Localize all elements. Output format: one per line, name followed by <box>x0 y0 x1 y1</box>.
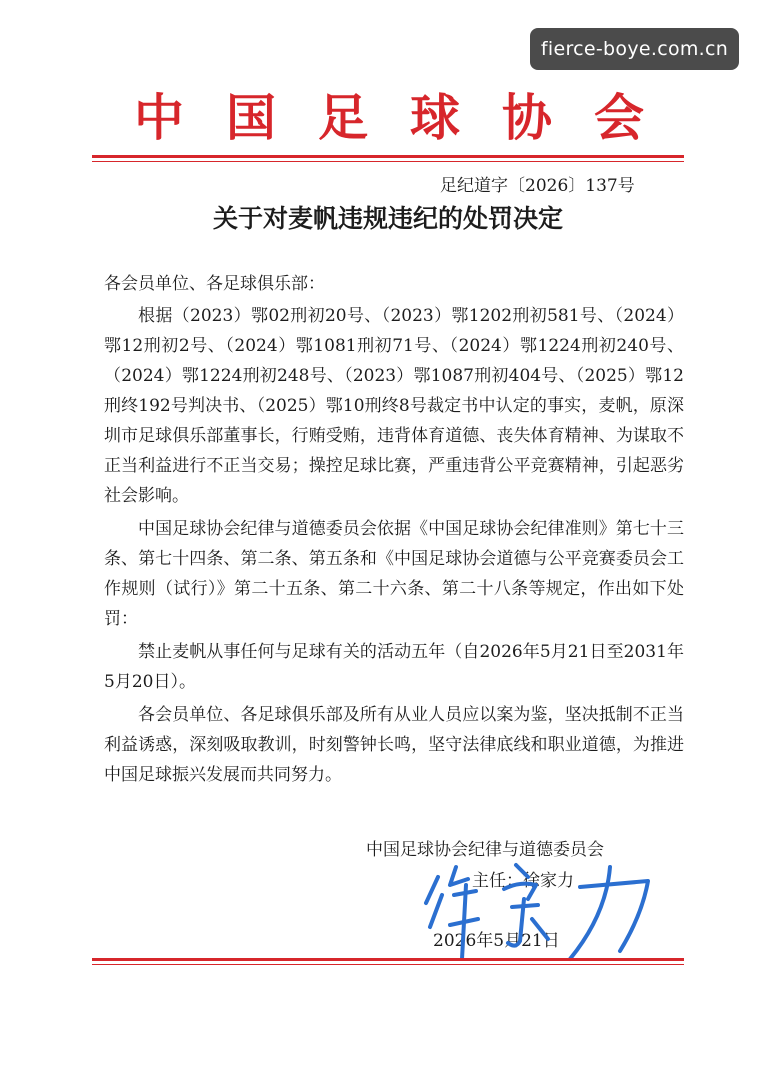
document-title: 关于对麦帆违规违纪的处罚决定 <box>212 204 563 233</box>
body-paragraph: 根据（2023）鄂02刑初20号、（2023）鄂1202刑初581号、（2024）鄂12刑初2号、（2024）鄂1081刑初71号、（2024）鄂1224刑初240号、（2024）鄂1224刑初248号、（2023）鄂1087刑初404号、（2025）鄂12刑终192号判决书、（2025）鄂10刑终8号裁定书中认定的事实，麦帆，原深圳市足球俱乐部董事长，行贿受贿，违背体育道德、丧失体育精神、为谋取不正当利益进行不正当交易；操控足球比赛，严重违背公平竞赛精神，引起恶劣社会影响。 <box>104 306 684 506</box>
footer-rule-thick <box>92 958 684 961</box>
signature-date: 2026年5月21日 <box>433 931 560 951</box>
letterhead-char: 球 <box>410 89 460 147</box>
handwritten-signature <box>420 855 660 965</box>
letterhead-char: 足 <box>318 89 368 147</box>
header-rule-thin <box>92 161 684 162</box>
document-number: 足纪道字〔2026〕137号 <box>440 176 635 196</box>
watermark-badge: fierce-boye.com.cn <box>530 28 739 70</box>
signature-director: 主任：徐家力 <box>472 871 574 891</box>
body-paragraph: 各会员单位、各足球俱乐部及所有从业人员应以案为鉴，坚决抵制不正当利益诱惑，深刻吸取教训，时刻警钟长鸣，坚守法律底线和职业道德，为推进中国足球振兴发展而共同努力。 <box>104 705 684 785</box>
body-paragraph: 中国足球协会纪律与道德委员会依据《中国足球协会纪律准则》第七十三条、第七十四条、第二条、第五条和《中国足球协会道德与公平竞赛委员会工作规则（试行）》第二十五条、第二十六条、第二十八条等规定，作出如下处罚： <box>104 519 684 629</box>
body-paragraph: 禁止麦帆从事任何与足球有关的活动五年（自2026年5月21日至2031年5月20日）。 <box>104 642 684 692</box>
letterhead-title <box>134 88 644 148</box>
letterhead-char: 国 <box>226 89 276 147</box>
letterhead-char: 会 <box>594 89 644 147</box>
salutation: 各会员单位、各足球俱乐部： <box>104 274 325 294</box>
footer-rule-thin <box>92 964 684 965</box>
header-rule-thick <box>92 155 684 158</box>
signature-organization: 中国足球协会纪律与道德委员会 <box>366 840 604 860</box>
document-body <box>104 301 684 793</box>
letterhead-char: 中 <box>134 89 184 147</box>
letterhead-char: 协 <box>502 89 552 147</box>
